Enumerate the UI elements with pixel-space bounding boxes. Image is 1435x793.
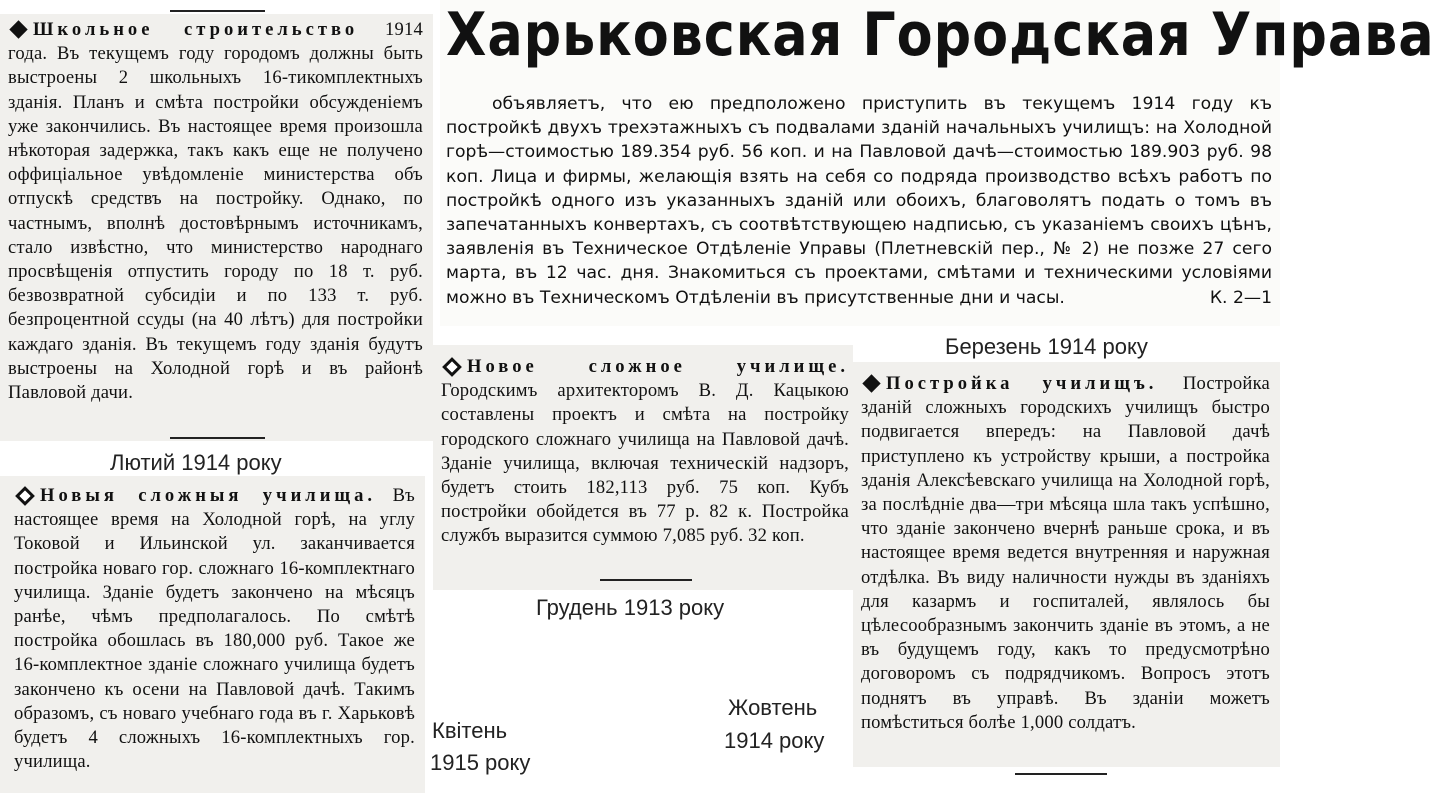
diamond-bullet-icon <box>862 375 880 393</box>
clipping-december-1913 <box>433 345 853 590</box>
clipping-heading: Постройка училищъ. <box>886 373 1158 394</box>
date-caption-october-line1: Жовтень <box>728 695 818 720</box>
date-caption-october-line2: 1914 року <box>724 728 825 753</box>
date-caption-december: Грудень 1913 року <box>536 595 725 620</box>
announcement-masthead: Харьковская Городская Управа <box>446 0 1435 70</box>
clipping-text: Въ настоящее время на Холодной горѣ, на углу Токовой и Ильинской ул. заканчивается постройка новаго гор. сложнаго 16-комплектнаго училища. Зданіе будетъ закончено на мѣсяцъ ранѣе, чѣмъ предполагалось. По смѣтѣ постройка обошлась въ 180,000 руб. Такое же 16-комплектное зданіе сложнаго училища будетъ закончено къ осени на Павловой дачѣ. Такимъ образомъ, съ новаго учебнаго года въ г. Харьковѣ будетъ 4 сложныхъ 16-комплектныхъ гор. училища. <box>14 485 415 773</box>
clipping-body <box>441 355 849 549</box>
clipping-body <box>861 372 1270 735</box>
clipping-february-1914 <box>0 14 433 441</box>
announcement-reference: К. 2—1 <box>1209 287 1272 308</box>
date-caption-april-line2: 1915 року <box>430 750 531 775</box>
announcement-body <box>446 92 1272 310</box>
clipping-heading: Новое сложное училище. <box>467 356 849 377</box>
date-caption-april-line1: Квітень <box>432 718 508 743</box>
clip-bottom-rule <box>1015 773 1107 775</box>
clipping-october-1914 <box>853 362 1280 767</box>
clipping-text: 1914 года. Въ текущемъ году городомъ должны быть выстроены 2 школьныхъ 16-тикомплектныхъ зданія. Планъ и смѣта постройки обсужденіемъ уже закончились. Въ настоящее время произошла нѣкоторая задержка, такъ какъ еще не получено оффиціальное увѣдомленіе министерства объ отпускѣ средствъ на постройку. Однако, по частнымъ, вполнѣ достовѣрнымъ источникамъ, стало извѣстно, что министерство народнаго просвѣщенія отпустить городу по 18 т. руб. безвозвратной субсидіи и по 133 т. руб. безпроцентной ссуды (на 40 лѣтъ) для постройки каждаго зданія. Въ текущемъ году зданія будутъ выстроены на Холодной горѣ и въ районѣ Павловой дачи. <box>8 19 423 404</box>
date-caption-march: Березень 1914 року <box>945 334 1148 359</box>
clipping-body <box>14 484 415 774</box>
diamond-bullet-icon <box>15 486 35 506</box>
diamond-bullet-icon <box>442 357 462 377</box>
announcement-text: объявляетъ, что ею предположено приступить въ текущемъ 1914 году къ постройкѣ двухъ трехэтажныхъ съ подвалами зданій начальныхъ училищъ: на Холодной горѣ—стоимостью 189.354 руб. 56 коп. и на Павловой дачѣ—стоимостью 189.903 руб. 98 коп. Лица и фирмы, желающія взять на себя со подряда производство всѣхъ работъ по постройкѣ одного изъ указанныхъ зданій или обоихъ, благоволятъ подать о томъ въ запечатанныхъ конвертахъ, съ соотвѣтствующею надписью, съ указаніемъ своихъ цѣнъ, заявленія въ Техническое Отдѣленіе Управы (Плетневскій пер., № 2) не позже 27 сего марта, въ 12 час. дня. Знакомиться съ проектами, смѣтами и техническими условіями можно въ Техническомъ Отдѣленіи въ присутственные дни и часы. <box>446 94 1272 308</box>
clipping-heading: Школьное строительство <box>33 19 359 40</box>
clipping-text: Городскимъ архитекторомъ В. Д. Кацыкою составлены проектъ и смѣта на постройку городского сложнаго училища на Павловой дачѣ. Зданіе училища, включая техническій надзоръ, будетъ стоить 182,113 руб. 75 коп. Кубъ постройки обойдется въ 77 р. 82 к. Постройка службъ выразится суммою 7,085 руб. 32 коп. <box>441 380 849 547</box>
clip-bottom-rule <box>600 579 692 581</box>
diamond-bullet-icon <box>9 21 27 39</box>
clipping-april-1915 <box>0 476 425 793</box>
clipping-body <box>8 18 423 405</box>
clipping-heading: Новыя сложныя училища. <box>40 485 377 506</box>
date-caption-february: Лютий 1914 року <box>110 450 282 475</box>
clip-top-rule <box>170 10 265 12</box>
announcement-block <box>440 0 1435 326</box>
clip-bottom-rule <box>170 437 265 439</box>
clipping-text: Постройка зданій сложныхъ городскихъ училищъ быстро подвигается впередъ: на Павловой дачѣ приступлено къ устройству крыши, а постройка зданія Алексѣевскаго училища на Холодной горѣ, за послѣдніе два—три мѣсяца шла такъ успѣшно, что зданіе закончено вчернѣ раньше срока, и въ настоящее время ведется внутренняя и наружная отдѣлка. Въ виду наличности нужды въ зданіяхъ для казармъ и госпиталей, являлось бы цѣлесообразнымъ закончить зданіе въ этомъ, а не въ будущемъ году, какъ то предусмотрѣно договоромъ съ подрядчикомъ. Вопросъ этотъ поднятъ въ управѣ. Въ зданіи можетъ помѣститься болѣе 1,000 солдатъ. <box>861 373 1270 733</box>
